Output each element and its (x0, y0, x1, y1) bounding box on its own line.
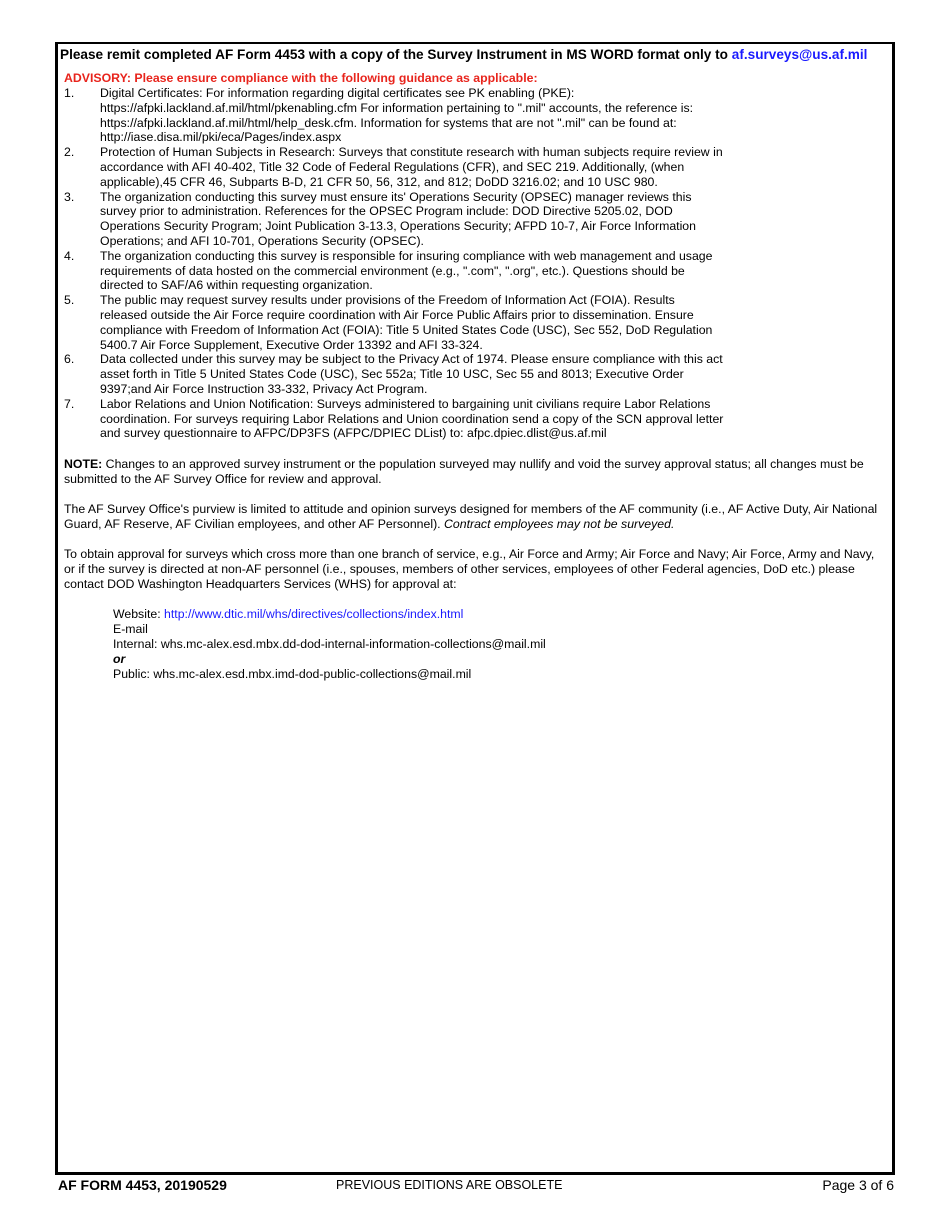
advisory-item-line: requirements of data hosted on the commercial environment (e.g., ".com", ".org", etc.). Questions should be (100, 263, 685, 278)
approval-line-2: or if the survey is directed at non-AF personnel (i.e., spouses, members of other services, employees of other Federal agencies, DoD etc.) please (64, 561, 855, 576)
advisory-item-line: 9397;and Air Force Instruction 33-332, Privacy Act Program. (100, 381, 428, 396)
approval-paragraph (64, 547, 892, 591)
remit-instructions (60, 47, 892, 62)
survey-email-link[interactable]: af.surveys@us.af.mil (731, 47, 868, 62)
advisory-item-number: 6. (64, 352, 75, 367)
note-line-2: submitted to the AF Survey Office for review and approval. (64, 471, 382, 486)
whs-website-link[interactable]: http://www.dtic.mil/whs/directives/collections/index.html (164, 607, 464, 621)
advisory-item-line: and survey questionnaire to AFPC/DP3FS (AFPC/DPIEC DList) to: afpc.dpiec.dlist@us.af.mil (100, 426, 607, 441)
advisory-item-number: 5. (64, 293, 75, 308)
advisory-item-line: Labor Relations and Union Notification: Surveys administered to bargaining unit civilians require Labor Relations (100, 396, 711, 411)
form-id: AF FORM 4453, 20190529 (58, 1177, 227, 1193)
advisory-item-line: directed to SAF/A6 within requesting organization. (100, 278, 373, 293)
advisory-item-line: Digital Certificates: For information regarding digital certificates see PK enabling (PKE): (100, 86, 575, 100)
advisory-item-line: https://afpki.lackland.af.mil/html/help_desk.cfm. Information for systems that are not ".mil" can be found at: (100, 115, 677, 130)
advisory-item (64, 352, 744, 396)
advisory-item-line: asset forth in Title 5 United States Code (USC), Sec 552a; Title 10 USC, Sec 55 and 8013; Executive Order (100, 367, 684, 382)
advisory-item-number: 7. (64, 396, 75, 411)
advisory-item-number: 4. (64, 248, 75, 263)
advisory-item-line: released outside the Air Force require coordination with Air Force Public Affairs prior to dissemination. Ensure (100, 307, 694, 322)
advisory-item (64, 293, 744, 352)
advisory-item-number: 1. (64, 86, 75, 100)
advisory-item-line: survey prior to administration. References for the OPSEC Program include: DOD Directive 5205.02, DOD (100, 204, 673, 219)
page-number: Page 3 of 6 (822, 1177, 894, 1193)
remit-text: Please remit completed AF Form 4453 with a copy of the Survey Instrument in MS WORD format only to (60, 47, 732, 62)
purview-contract-note: Contract employees may not be surveyed. (444, 516, 675, 531)
advisory-item-number: 3. (64, 189, 75, 204)
purview-line-2: Guard, AF Reserve, AF Civilian employees, and other AF Personnel). (64, 516, 445, 531)
purview-paragraph (64, 502, 892, 532)
advisory-item-line: The organization conducting this survey is responsible for insuring compliance with web management and usage (100, 248, 713, 263)
approval-line-1: To obtain approval for surveys which cross more than one branch of service, e.g., Air Force and Army; Air Force and Navy; Air Force, Army and Navy, (64, 547, 875, 561)
website-label: Website: (113, 607, 165, 621)
approval-line-3: contact DOD Washington Headquarters Services (WHS) for approval at: (64, 576, 457, 591)
note-paragraph (64, 457, 892, 487)
advisory-item (64, 86, 744, 145)
whs-contacts (113, 607, 546, 682)
advisory-item-line: applicable),45 CFR 46, Subparts B-D, 21 CFR 50, 56, 312, and 812; DoDD 3216.02; and 10 USC 980. (100, 174, 658, 189)
advisory-item (64, 190, 744, 249)
obsolete-notice: PREVIOUS EDITIONS ARE OBSOLETE (336, 1178, 563, 1192)
advisory-item-line: coordination. For surveys requiring Labor Relations and Union coordination send a copy of the SCN approval letter (100, 411, 724, 426)
advisory-title: ADVISORY: Please ensure compliance with the following guidance as applicable: (64, 71, 538, 85)
advisory-item-number: 2. (64, 145, 75, 160)
advisory-item-line: https://afpki.lackland.af.mil/html/pkenabling.cfm For information pertaining to ".mil" accounts, the reference is: (100, 100, 694, 115)
advisory-item-line: accordance with AFI 40-402, Title 32 Code of Federal Regulations (CFR), and SEC 219. Additionally, (when (100, 159, 685, 174)
advisory-item (64, 145, 744, 189)
email-label: E-mail (113, 622, 148, 636)
internal-email: Internal: whs.mc-alex.esd.mbx.dd-dod-internal-information-collections@mail.mil (113, 637, 546, 651)
advisory-item-line: 5400.7 Air Force Supplement, Executive Order 13392 and AFI 33-324. (100, 337, 483, 352)
advisory-item (64, 397, 744, 441)
advisory-item (64, 249, 744, 293)
advisory-item-line: The organization conducting this survey must ensure its' Operations Security (OPSEC) manager reviews this (100, 189, 692, 204)
note-line-1: Changes to an approved survey instrument or the population surveyed may nullify and void the survey approval status; all changes must be (102, 457, 864, 471)
advisory-item-line: http://iase.disa.mil/pki/eca/Pages/index.aspx (100, 130, 342, 145)
advisory-item-line: Protection of Human Subjects in Research: Surveys that constitute research with human subjects require review in (100, 145, 723, 160)
advisory-item-line: compliance with Freedom of Information Act (FOIA): Title 5 United States Code (USC), Sec 552, DoD Regulation (100, 322, 713, 337)
advisory-item-line: The public may request survey results under provisions of the Freedom of Information Act (FOIA). Results (100, 293, 675, 308)
advisory-item-line: Data collected under this survey may be subject to the Privacy Act of 1974. Please ensure compliance with this act (100, 352, 723, 367)
advisory-item-line: Operations Security Program; Joint Publication 3-13.3, Operations Security; AFPD 10-7, Air Force Information (100, 219, 696, 234)
note-label: NOTE: (64, 457, 103, 471)
advisory-item-line: Operations; and AFI 10-701, Operations Security (OPSEC). (100, 233, 424, 248)
form-footer (0, 1177, 950, 1197)
or-separator: or (113, 652, 126, 666)
purview-line-1: The AF Survey Office's purview is limited to attitude and opinion surveys designed for members of the AF community (i.e., AF Active Duty, Air National (64, 502, 878, 516)
public-email: Public: whs.mc-alex.esd.mbx.imd-dod-public-collections@mail.mil (113, 667, 472, 681)
advisory-list (64, 86, 744, 441)
form-frame (55, 42, 895, 1175)
